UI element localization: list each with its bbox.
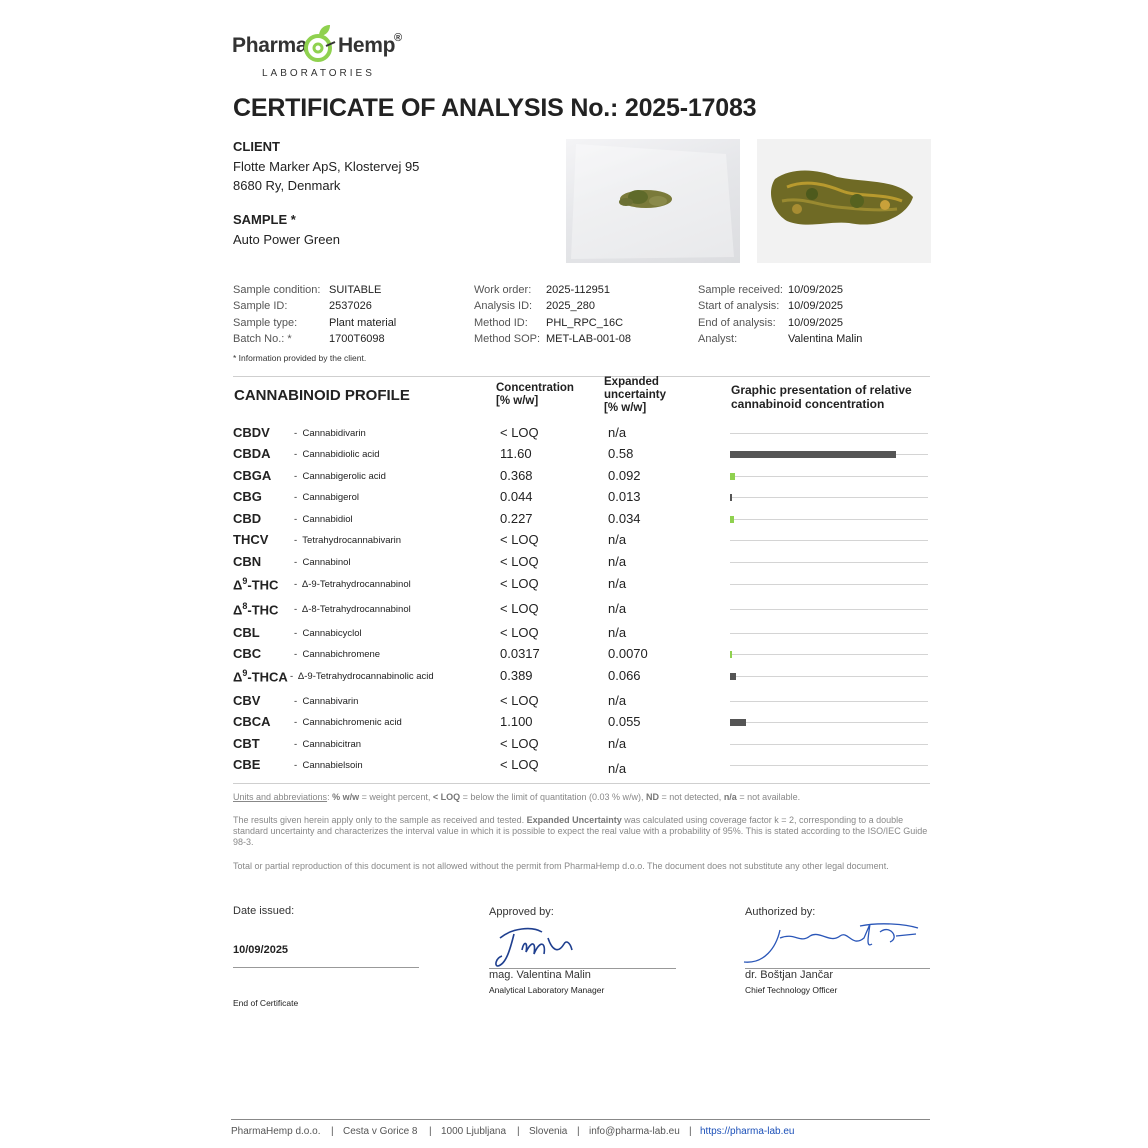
cannabinoid-abbr: $\Delta^9$-THCA — [233, 668, 288, 685]
meta-value: 2025-112951 — [546, 284, 611, 296]
graph-baseline — [730, 497, 928, 498]
graph-baseline — [730, 519, 928, 520]
certificate-title: CERTIFICATE OF ANALYSIS No.: 2025-17083 — [233, 94, 757, 122]
cannabinoid-name: - Cannabidiol — [294, 514, 353, 525]
cannabinoid-name: - Δ-9-Tetrahydrocannabinol — [294, 579, 411, 590]
graph-baseline — [730, 701, 928, 702]
meta-label: Method ID: — [474, 317, 528, 329]
cannabinoid-name: - Δ-8-Tetrahydrocannabinol — [294, 604, 411, 615]
cannabinoid-name: - Tetrahydrocannabivarin — [294, 535, 402, 546]
graph-baseline — [730, 765, 928, 766]
concentration-value: < LOQ — [500, 425, 539, 440]
sample-photo-bag — [566, 139, 740, 263]
authorized-role: Chief Technology Officer — [745, 985, 838, 995]
concentration-bar — [730, 451, 896, 458]
date-line — [233, 967, 419, 968]
graph-baseline — [730, 744, 928, 745]
meta-label: Sample ID: — [233, 300, 288, 312]
cannabinoid-abbr: $\Delta^8$-THC — [233, 601, 279, 618]
footer-city: 1000 Ljubljana — [441, 1126, 507, 1137]
uncertainty-note: The results given herein apply only to the sample as received and tested. Expanded Uncertainty was calculated using coverage factor k = 2, corresponding to a double standard uncertainty and characterizes the interval value in which it is possible to expect the real value with a probability of 95%. This is stated according to the ISO/IEC Guide 98-3. — [233, 815, 928, 847]
authorized-name: dr. Boštjan Jančar — [745, 969, 834, 981]
meta-value: Valentina Malin — [788, 333, 863, 345]
registered-mark: ® — [394, 32, 403, 44]
meta-value: 10/09/2025 — [788, 300, 844, 312]
uncertainty-value: n/a — [608, 736, 627, 751]
uncertainty-value: n/a — [608, 532, 627, 547]
concentration-value: 0.044 — [500, 489, 533, 504]
meta-label: Start of analysis: — [698, 300, 780, 312]
cannabinoid-abbr: CBL — [233, 625, 260, 640]
concentration-value: < LOQ — [500, 601, 539, 616]
graph-baseline — [730, 722, 928, 723]
authorized-by-label: Authorized by: — [745, 906, 816, 918]
footer-divider — [231, 1119, 930, 1120]
uncertainty-value: 0.055 — [608, 714, 641, 729]
cannabinoid-name: - Cannabichromenic acid — [294, 717, 402, 728]
authorized-signature — [740, 918, 930, 968]
uncertainty-value: 0.0070 — [608, 646, 648, 661]
cannabinoid-abbr: CBGA — [233, 468, 272, 483]
graph-baseline — [730, 633, 928, 634]
approved-name: mag. Valentina Malin — [489, 969, 591, 981]
concentration-bar — [730, 494, 732, 501]
uncertainty-value: n/a — [608, 425, 627, 440]
meta-value: PHL_RPC_16C — [546, 317, 624, 329]
cannabinoid-name: - Cannabinol — [294, 557, 351, 568]
meta-value: 2537026 — [329, 300, 372, 312]
graph-baseline — [730, 562, 928, 563]
meta-label: Work order: — [474, 284, 532, 296]
meta-label: Analyst: — [698, 333, 738, 345]
uncertainty-value: 0.066 — [608, 668, 641, 683]
end-of-certificate: End of Certificate — [233, 998, 299, 1008]
meta-value: SUITABLE — [329, 284, 382, 296]
graph-baseline — [730, 540, 928, 541]
cannabinoid-abbr: CBDV — [233, 425, 270, 440]
concentration-value: < LOQ — [500, 736, 539, 751]
cannabinoid-name: - Cannabielsoin — [294, 760, 363, 771]
uncertainty-value: 0.58 — [608, 446, 634, 461]
meta-label: Sample received: — [698, 284, 783, 296]
graph-baseline — [730, 433, 928, 434]
logo-text-left: Pharma — [232, 34, 308, 57]
concentration-value: < LOQ — [500, 554, 539, 569]
approved-role: Analytical Laboratory Manager — [489, 985, 605, 995]
cannabinoid-abbr: CBDA — [233, 446, 271, 461]
cannabinoid-name: - Cannabivarin — [294, 696, 359, 707]
meta-footnote: * Information provided by the client. — [233, 353, 367, 363]
cannabinoid-abbr: CBD — [233, 511, 262, 526]
abbreviations-note: Units and abbreviations: % w/w = weight percent, < LOQ = below the limit of quantitation (0.03 % w/w), ND = not detected, n/a = not available. — [233, 792, 801, 802]
sample-label: SAMPLE * — [233, 212, 296, 227]
col-header-graphic: Graphic presentation of relative cannabinoid concentration — [731, 383, 912, 411]
cannabinoid-name: - Δ-9-Tetrahydrocannabinolic acid — [290, 671, 434, 682]
sample-name: Auto Power Green — [233, 232, 340, 247]
uncertainty-value: n/a — [608, 625, 627, 640]
meta-value: MET-LAB-001-08 — [546, 333, 631, 345]
company-logo — [232, 24, 432, 80]
cannabinoid-name: - Cannabicyclol — [294, 628, 362, 639]
client-line1: Flotte Marker ApS, Klostervej 95 — [233, 159, 420, 174]
cannabinoid-abbr: CBC — [233, 646, 262, 661]
cannabinoid-abbr: THCV — [233, 532, 269, 547]
footer-email[interactable]: info@pharma-lab.eu — [589, 1126, 680, 1137]
meta-label: Sample type: — [233, 317, 298, 329]
concentration-value: < LOQ — [500, 757, 539, 772]
uncertainty-value: n/a — [608, 761, 627, 776]
logo-subtitle: LABORATORIES — [262, 68, 375, 79]
graph-baseline — [730, 676, 928, 677]
leaf-flask-icon — [302, 24, 338, 64]
col-header-concentration: Concentration [% w/w] — [496, 382, 574, 407]
divider — [233, 783, 930, 784]
graph-baseline — [730, 654, 928, 655]
approved-by-label: Approved by: — [489, 906, 554, 918]
footer-sep: | — [577, 1126, 580, 1137]
graph-baseline — [730, 609, 928, 610]
concentration-value: < LOQ — [500, 532, 539, 547]
meta-label: Method SOP: — [474, 333, 541, 345]
meta-value: Plant material — [329, 317, 397, 329]
uncertainty-value: n/a — [608, 576, 627, 591]
footer-sep: | — [331, 1126, 334, 1137]
uncertainty-value: n/a — [608, 554, 627, 569]
logo-text-right: Hemp — [338, 34, 396, 57]
footer-country: Slovenia — [529, 1126, 568, 1137]
cannabinoid-abbr: CBT — [233, 736, 260, 751]
cannabinoid-name: - Cannabicitran — [294, 739, 362, 750]
concentration-bar — [730, 719, 746, 726]
meta-label: Analysis ID: — [474, 300, 533, 312]
footer-company: PharmaHemp d.o.o. — [231, 1126, 321, 1137]
concentration-bar — [730, 651, 732, 658]
sample-photo-bud — [757, 139, 931, 263]
meta-value: 2025_280 — [546, 300, 595, 312]
meta-label: Sample condition: — [233, 284, 321, 296]
client-label: CLIENT — [233, 139, 280, 154]
divider — [233, 376, 930, 377]
footer-website-link[interactable]: https://pharma-lab.eu — [700, 1126, 795, 1137]
graph-baseline — [730, 584, 928, 585]
reproduction-note: Total or partial reproduction of this document is not allowed without the permit from PharmaHemp d.o.o. The document does not substitute any other legal document. — [233, 861, 889, 871]
uncertainty-value: n/a — [608, 601, 627, 616]
meta-label: End of analysis: — [698, 317, 776, 329]
concentration-value: < LOQ — [500, 576, 539, 591]
cannabinoid-name: - Cannabigerolic acid — [294, 471, 386, 482]
cannabinoid-abbr: CBG — [233, 489, 262, 504]
meta-value: 1700T6098 — [329, 333, 385, 345]
meta-label: Batch No.: * — [233, 333, 292, 345]
profile-title: CANNABINOID PROFILE — [234, 387, 410, 404]
cannabinoid-name: - Cannabidivarin — [294, 428, 366, 439]
footer-sep: | — [429, 1126, 432, 1137]
client-line2: 8680 Ry, Denmark — [233, 178, 341, 193]
concentration-bar — [730, 516, 734, 523]
col-header-uncertainty: Expanded uncertainty [% w/w] — [604, 376, 666, 414]
concentration-value: 0.227 — [500, 511, 533, 526]
uncertainty-value: 0.013 — [608, 489, 641, 504]
approved-signature — [492, 920, 582, 972]
meta-value: 10/09/2025 — [788, 284, 844, 296]
footer-sep: | — [517, 1126, 520, 1137]
graph-baseline — [730, 476, 928, 477]
concentration-value: < LOQ — [500, 625, 539, 640]
concentration-value: 0.368 — [500, 468, 533, 483]
cannabinoid-name: - Cannabigerol — [294, 492, 359, 503]
date-issued-value: 10/09/2025 — [233, 944, 289, 956]
uncertainty-value: 0.092 — [608, 468, 641, 483]
concentration-value: 0.0317 — [500, 646, 540, 661]
concentration-value: 11.60 — [500, 446, 532, 461]
concentration-value: 0.389 — [500, 668, 533, 683]
concentration-value: < LOQ — [500, 693, 539, 708]
concentration-bar — [730, 673, 736, 680]
cannabinoid-abbr: CBN — [233, 554, 262, 569]
cannabinoid-name: - Cannabichromene — [294, 649, 381, 660]
meta-value: 10/09/2025 — [788, 317, 844, 329]
cannabinoid-abbr: CBCA — [233, 714, 271, 729]
cannabinoid-abbr: CBV — [233, 693, 261, 708]
date-issued-label: Date issued: — [233, 905, 295, 917]
cannabinoid-abbr: $\Delta^9$-THC — [233, 576, 279, 593]
concentration-value: 1.100 — [500, 714, 533, 729]
uncertainty-value: 0.034 — [608, 511, 641, 526]
footer-sep: | — [689, 1126, 692, 1137]
cannabinoid-abbr: CBE — [233, 757, 261, 772]
cannabinoid-name: - Cannabidiolic acid — [294, 449, 380, 460]
uncertainty-value: n/a — [608, 693, 627, 708]
footer-street: Cesta v Gorice 8 — [343, 1126, 418, 1137]
concentration-bar — [730, 473, 735, 480]
